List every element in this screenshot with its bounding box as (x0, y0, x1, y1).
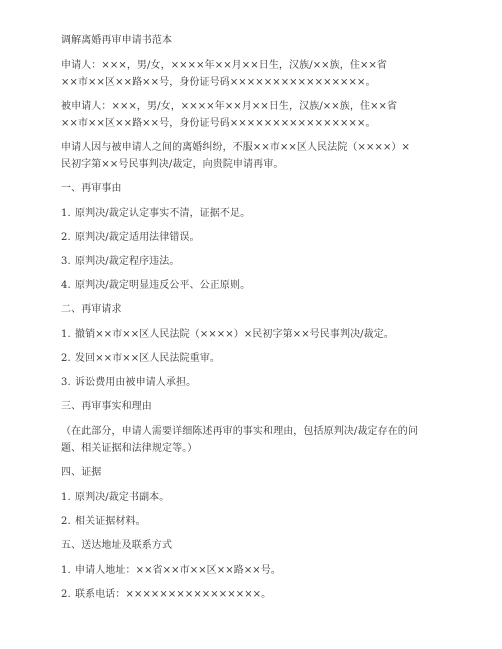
list-item: 3. 诉讼费用由被申请人承担。 (61, 377, 197, 388)
applicant-line-1: 申请人：×××，男/女，××××年××月××日生，汉族/××族，住××省 (61, 60, 388, 71)
list-item: 2. 联系电话：××××××××××××××××。 (61, 589, 272, 600)
section-heading-facts-and-reasons: 三、再审事实和理由 (61, 401, 152, 412)
intro-line-2: 民初字第××号民事判决/裁定，向贵院申请再审。 (61, 159, 284, 170)
list-item: 1. 原判决/裁定书副本。 (61, 492, 170, 503)
facts-note-line-2: 题、相关证据和法律规定等。） (61, 443, 198, 454)
respondent-paragraph (61, 98, 451, 132)
section-heading-evidence: 四、证据 (61, 467, 102, 478)
section-heading-service-address: 五、送达地址及联系方式 (61, 540, 173, 551)
section-heading-retrial-grounds: 一、再审事由 (61, 183, 122, 194)
document-page (61, 32, 451, 610)
list-item: 1. 撤销××市××区人民法院（××××）×民初字第××号民事判决/裁定。 (61, 329, 394, 340)
intro-line-1: 申请人因与被申请人之间的离婚纠纷，不服××市××区人民法院（××××）× (61, 142, 411, 153)
list-item: 4. 原判决/裁定明显违反公平、公正原则。 (61, 280, 251, 291)
list-item: 2. 发回××市××区人民法院重审。 (61, 353, 221, 364)
list-item: 2. 相关证据材料。 (61, 516, 146, 527)
section-heading-retrial-requests: 二、再审请求 (61, 304, 122, 315)
applicant-line-2: ××市××区××路××号，身份证号码××××××××××××××××。 (61, 77, 376, 88)
list-item: 3. 原判决/裁定程序违法。 (61, 256, 180, 267)
intro-paragraph (61, 139, 451, 173)
facts-note-paragraph (61, 423, 451, 457)
facts-note-line-1: （在此部分，申请人需要详细陈述再审的事实和理由，包括原判决/裁定存在的问 (61, 426, 418, 437)
respondent-line-1: 被申请人：×××，男/女，××××年××月××日生，汉族/××族，住××省 (61, 101, 398, 112)
applicant-paragraph (61, 57, 451, 91)
respondent-line-2: ××市××区××路××号，身份证号码××××××××××××××××。 (61, 118, 376, 129)
list-item: 1. 申请人地址：××省××市××区××路××号。 (61, 565, 281, 576)
list-item: 2. 原判决/裁定适用法律错误。 (61, 232, 200, 243)
document-title: 调解离婚再审申请书范本 (61, 35, 173, 46)
list-item: 1. 原判决/裁定认定事实不清，证据不足。 (61, 208, 251, 219)
